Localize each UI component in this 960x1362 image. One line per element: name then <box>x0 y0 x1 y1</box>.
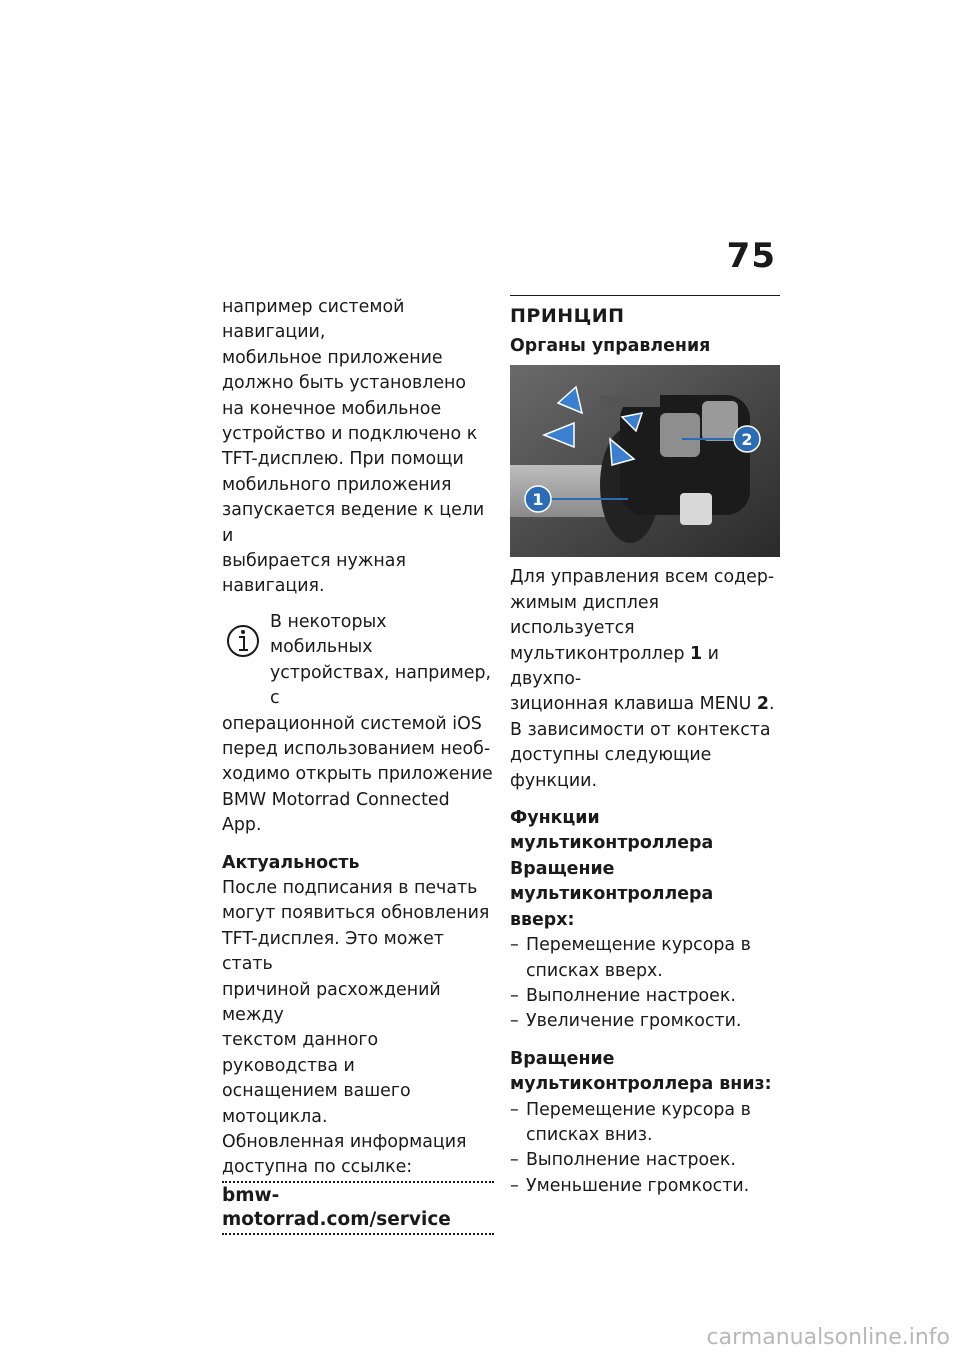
info-icon <box>226 620 260 660</box>
rotate-down-heading: Вращение мультиконтроллера вниз: <box>510 1048 772 1095</box>
rotate-up-heading: Вращение мультиконтроллера вверх: <box>510 858 714 930</box>
right-column <box>510 295 780 1199</box>
service-link[interactable]: bmw-motorrad.com/service <box>222 1181 494 1235</box>
rotate-down-list <box>510 1098 780 1200</box>
info-note: В некоторых мобильных устройствах, например, с операционной системой iOS перед использованием необ- ходимо открыть приложение BMW Motorrad Connected App. <box>222 611 493 836</box>
list-item: – Увеличение громкости. <box>510 1009 780 1034</box>
section-heading-updates: Актуальность <box>222 852 360 873</box>
rotate-up-list <box>510 933 780 1035</box>
watermark: carmanualsonline.info <box>706 1325 950 1350</box>
handlebar-controls-photo <box>510 365 780 557</box>
updates-paragraph: После подписания в печать могут появиться обновления TFT-дисплея. Это может стать причиной расхождений между текстом данного руководства и оснащением вашего мотоцикла. Обновленная информация доступна по ссылке: <box>222 877 490 1178</box>
list-item: – Перемещение курсора в списках вниз. <box>510 1098 780 1149</box>
list-item: – Перемещение курсора в списках вверх. <box>510 933 780 984</box>
left-column <box>222 295 494 1235</box>
controls-intro-paragraph: Для управления всем содер- жимым дисплея используется мультиконтроллер 1 и двухпо- зиционная клавиша MENU 2. В зависимости от контекста доступны следующие функции. <box>510 567 775 791</box>
list-item: – Выполнение настроек. <box>510 1148 780 1173</box>
functions-heading: Функции мультиконтроллера <box>510 808 714 854</box>
callout-1: 1 <box>532 490 544 510</box>
callout-2: 2 <box>741 430 753 450</box>
list-item: – Выполнение настроек. <box>510 984 780 1009</box>
section-title: ПРИНЦИП <box>510 295 780 330</box>
list-item: – Уменьшение громкости. <box>510 1174 780 1199</box>
page-number: 75 <box>726 236 776 276</box>
intro-paragraph: например системой навигации, мобильное приложение должно быть установлено на конечное мобильное устройство и подключено к TFT-дисплею. При помощи мобильного приложения запускается ведение к цели и выбирается нужная навигация. <box>222 297 485 597</box>
subheading-controls: Органы управления <box>510 336 711 356</box>
